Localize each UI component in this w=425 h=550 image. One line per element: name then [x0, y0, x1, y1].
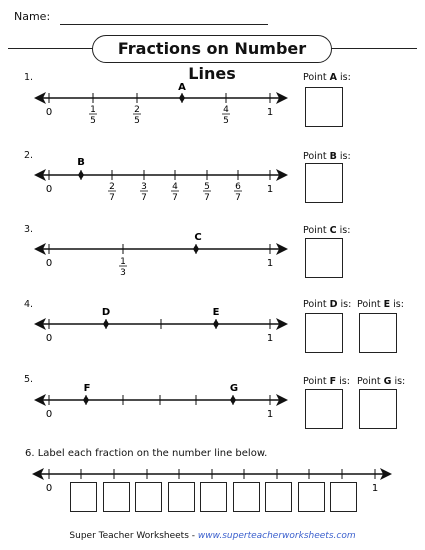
fraction-4-5 — [222, 105, 230, 126]
point-e-label: E — [212, 307, 220, 318]
point-c-answer-label: Point C is: — [303, 225, 351, 236]
point-letter: B — [329, 151, 337, 162]
point-a-marker — [179, 93, 185, 103]
point-g-answer-label: Point G is: — [357, 376, 406, 387]
point-c-label: C — [194, 232, 202, 243]
zero-label: 0 — [45, 483, 53, 494]
label-box-8[interactable] — [298, 482, 325, 512]
problem-5-number: 5. — [24, 374, 34, 385]
number-line-2 — [34, 157, 288, 203]
point-f-answer-label: Point F is: — [303, 376, 350, 387]
label-box-7[interactable] — [265, 482, 292, 512]
point-letter: A — [329, 72, 337, 83]
page-title: Fractions on Number Lines — [92, 35, 332, 63]
label-box-9[interactable] — [330, 482, 357, 512]
one-label: 1 — [266, 333, 274, 344]
point-d-answer-label: Point D is: — [303, 299, 352, 310]
point-e-marker — [213, 319, 219, 329]
point-c-marker — [193, 244, 199, 254]
point-e-answer-label: Point E is: — [357, 299, 404, 310]
svg-text:2: 2 — [109, 182, 115, 192]
point-letter: E — [383, 299, 391, 310]
svg-text:1: 1 — [90, 105, 96, 115]
label-box-3[interactable] — [135, 482, 162, 512]
number-line-5 — [34, 383, 288, 420]
point-g-label: G — [229, 383, 239, 394]
label-box-4[interactable] — [168, 482, 195, 512]
point-letter: F — [329, 376, 337, 387]
problem-6-instruction: 6. Label each fraction on the number line below. — [25, 448, 268, 459]
point-d-marker — [103, 319, 109, 329]
number-line-3 — [34, 232, 288, 278]
one-label: 1 — [266, 107, 274, 118]
svg-text:7: 7 — [172, 193, 178, 203]
problem-4-number: 4. — [24, 299, 34, 310]
problem-1-number: 1. — [24, 72, 34, 83]
svg-text:7: 7 — [109, 193, 115, 203]
number-line-1 — [34, 82, 288, 126]
problem-2-number: 2. — [24, 150, 34, 161]
svg-text:3: 3 — [120, 268, 126, 278]
svg-text:7: 7 — [204, 193, 210, 203]
point-d-label: D — [101, 307, 111, 318]
footer — [0, 531, 425, 541]
point-g-marker — [230, 395, 236, 405]
label-box-5[interactable] — [200, 482, 227, 512]
fraction-2-5 — [133, 105, 141, 126]
svg-text:6: 6 — [235, 182, 241, 192]
fraction-3-7 — [140, 182, 148, 203]
svg-text:7: 7 — [235, 193, 241, 203]
fraction-5-7 — [203, 182, 211, 203]
fraction-1-5 — [89, 105, 97, 126]
point-letter: C — [329, 225, 337, 236]
one-label: 1 — [266, 409, 274, 420]
svg-text:5: 5 — [223, 116, 229, 126]
svg-text:7: 7 — [141, 193, 147, 203]
point-b-marker — [78, 170, 84, 180]
svg-text:4: 4 — [223, 105, 229, 115]
point-a-answer-label: Point A is: — [303, 72, 351, 83]
point-b-answer-label: Point B is: — [303, 151, 351, 162]
one-label: 1 — [371, 483, 379, 494]
label-box-6[interactable] — [233, 482, 260, 512]
svg-text:5: 5 — [204, 182, 210, 192]
one-label: 1 — [266, 184, 274, 195]
name-label: Name: — [14, 10, 51, 23]
fraction-1-3 — [119, 257, 127, 278]
svg-text:2: 2 — [134, 105, 140, 115]
zero-label: 0 — [45, 184, 53, 195]
svg-text:5: 5 — [134, 116, 140, 126]
zero-label: 0 — [45, 333, 53, 344]
zero-label: 0 — [45, 409, 53, 420]
svg-text:3: 3 — [141, 182, 147, 192]
point-a-label: A — [178, 82, 186, 93]
zero-label: 0 — [45, 107, 53, 118]
svg-text:1: 1 — [120, 257, 126, 267]
point-letter: G — [383, 376, 392, 387]
label-box-2[interactable] — [103, 482, 130, 512]
point-letter: D — [329, 299, 338, 310]
label-box-1[interactable] — [70, 482, 97, 512]
svg-text:4: 4 — [172, 182, 178, 192]
fraction-4-7 — [171, 182, 179, 203]
svg-text:5: 5 — [90, 116, 96, 126]
footer-text: Super Teacher Worksheets - — [69, 531, 198, 541]
fraction-6-7 — [234, 182, 242, 203]
fraction-2-7 — [108, 182, 116, 203]
number-line-4 — [34, 307, 288, 344]
point-f-marker — [83, 395, 89, 405]
point-f-label: F — [83, 383, 91, 394]
point-b-label: B — [77, 157, 85, 168]
footer-url-link[interactable]: www.superteacherworksheets.com — [197, 531, 356, 541]
zero-label: 0 — [45, 258, 53, 269]
one-label: 1 — [266, 258, 274, 269]
problem-3-number: 3. — [24, 224, 34, 235]
